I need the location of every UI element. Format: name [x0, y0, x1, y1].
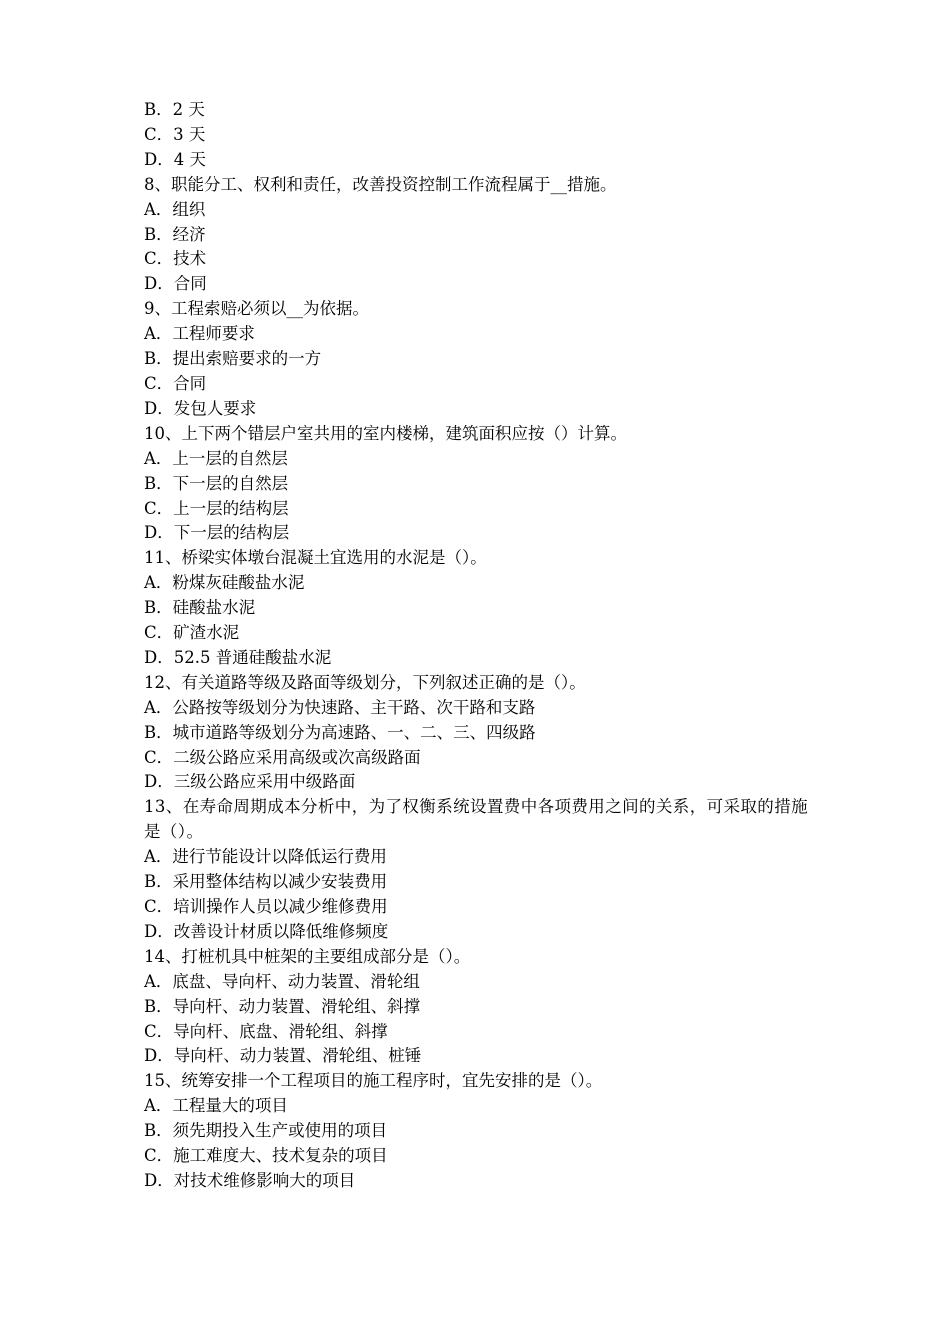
option-a: A．公路按等级划分为快速路、主干路、次干路和支路	[144, 697, 536, 717]
option-d: D．下一层的结构层	[144, 523, 290, 543]
option-b: B．硅酸盐水泥	[144, 598, 256, 618]
option-b: B．城市道路等级划分为高速路、一、二、三、四级路	[144, 722, 536, 742]
option-a: A．进行节能设计以降低运行费用	[144, 847, 387, 867]
question-9: 9、工程索赔必须以__为依据。	[144, 299, 369, 319]
option-d: D．三级公路应采用中级路面	[144, 772, 356, 792]
question-13: 13、在寿命周期成本分析中，为了权衡系统设置费中各项费用之间的关系，可采取的措施是（）。	[144, 797, 808, 842]
question-list	[144, 98, 810, 1194]
option-b: B．经济	[144, 224, 206, 244]
option-d: D．导向杆、动力装置、滑轮组、桩锤	[144, 1046, 422, 1066]
option-d: D．改善设计材质以降低维修频度	[144, 921, 389, 941]
option-c: C．培训操作人员以减少维修费用	[144, 897, 388, 916]
option-d: D．发包人要求	[144, 398, 257, 418]
option-c: C．矿渣水泥	[144, 623, 240, 643]
option-d: D．4 天	[144, 149, 206, 169]
option-c: C．上一层的结构层	[144, 498, 289, 518]
option-b: B．提出索赔要求的一方	[144, 349, 322, 369]
option-b: B．下一层的自然层	[144, 473, 289, 493]
option-c: C．导向杆、底盘、滑轮组、斜撑	[144, 1021, 388, 1041]
option-b: B．采用整体结构以减少安装费用	[144, 872, 388, 892]
option-c: C．二级公路应采用高级或次高级路面	[144, 747, 421, 767]
option-a: A．上一层的自然层	[144, 448, 288, 468]
option-c: C．施工难度大、技术复杂的项目	[144, 1146, 388, 1166]
option-d: D．合同	[144, 274, 207, 294]
question-15: 15、统筹安排一个工程项目的施工程序时，宜先安排的是（）。	[144, 1071, 603, 1091]
option-b: B．须先期投入生产或使用的项目	[144, 1121, 388, 1141]
option-d: D．对技术维修影响大的项目	[144, 1170, 356, 1190]
option-d: D．52.5 普通硅酸盐水泥	[144, 647, 332, 667]
option-c: C．技术	[144, 249, 207, 269]
question-12: 12、有关道路等级及路面等级划分，下列叙述正确的是（）。	[144, 672, 586, 692]
option-c: C．3 天	[144, 124, 206, 144]
question-14: 14、打桩机具中桩架的主要组成部分是（）。	[144, 946, 471, 966]
option-a: A．粉煤灰硅酸盐水泥	[144, 573, 305, 593]
option-a: A．底盘、导向杆、动力装置、滑轮组	[144, 971, 420, 991]
option-a: A．组织	[144, 199, 206, 219]
option-b: B．导向杆、动力装置、滑轮组、斜撑	[144, 996, 421, 1016]
question-11: 11、桥梁实体墩台混凝土宜选用的水泥是（）。	[144, 548, 487, 568]
option-b: B．2 天	[144, 100, 205, 119]
option-a: A．工程量大的项目	[144, 1096, 288, 1116]
option-c: C．合同	[144, 373, 207, 393]
question-8: 8、职能分工、权利和责任，改善投资控制工作流程属于__措施。	[144, 174, 617, 194]
question-10: 10、上下两个错层户室共用的室内楼梯，建筑面积应按（）计算。	[144, 423, 627, 443]
option-a: A．工程师要求	[144, 324, 255, 344]
